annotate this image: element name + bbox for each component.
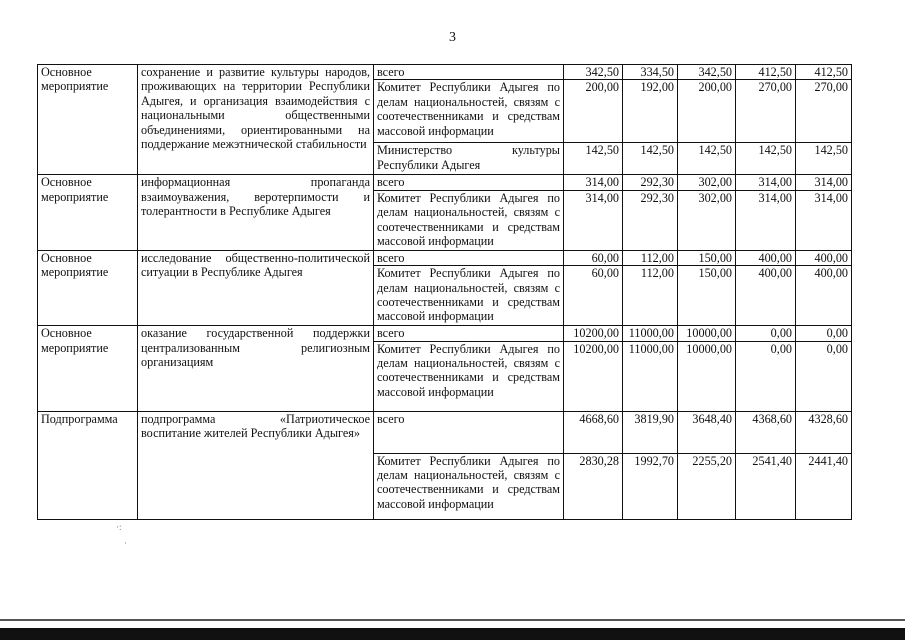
value-cell: 412,50 xyxy=(736,65,796,80)
value-cell: 150,00 xyxy=(678,266,736,326)
value-cell: 142,50 xyxy=(736,143,796,175)
value-cell: 400,00 xyxy=(736,266,796,326)
value-cell: 400,00 xyxy=(736,250,796,265)
value-cell: 200,00 xyxy=(564,80,623,143)
value-cell: 400,00 xyxy=(796,250,852,265)
executor-cell: Министерство культуры Республики Адыгея xyxy=(374,143,564,175)
value-cell: 270,00 xyxy=(736,80,796,143)
activity-type: Основное мероприятие xyxy=(38,250,138,325)
value-cell: 292,30 xyxy=(623,175,678,190)
executor-cell: Комитет Республики Адыгея по делам национальностей, связям с соотечественниками и средствам массовой информации xyxy=(374,453,564,519)
value-cell: 2830,28 xyxy=(564,453,623,519)
executor-cell: Комитет Республики Адыгея по делам национальностей, связям с соотечественниками и средствам массовой информации xyxy=(374,266,564,326)
value-cell: 314,00 xyxy=(736,175,796,190)
scan-border xyxy=(0,619,905,621)
value-cell: 292,30 xyxy=(623,190,678,250)
executor-cell: всего xyxy=(374,175,564,190)
value-cell: 0,00 xyxy=(796,341,852,411)
value-cell: 0,00 xyxy=(796,326,852,341)
value-cell: 142,50 xyxy=(678,143,736,175)
executor-cell: Комитет Республики Адыгея по делам национальностей, связям с соотечественниками и средствам массовой информации xyxy=(374,80,564,143)
value-cell: 314,00 xyxy=(796,175,852,190)
value-cell: 412,50 xyxy=(796,65,852,80)
value-cell: 302,00 xyxy=(678,190,736,250)
value-cell: 342,50 xyxy=(564,65,623,80)
value-cell: 10000,00 xyxy=(678,326,736,341)
value-cell: 4328,60 xyxy=(796,411,852,453)
value-cell: 314,00 xyxy=(736,190,796,250)
table-row xyxy=(38,411,852,453)
value-cell: 142,50 xyxy=(796,143,852,175)
value-cell: 3819,90 xyxy=(623,411,678,453)
value-cell: 0,00 xyxy=(736,341,796,411)
executor-cell: Комитет Республики Адыгея по делам национальностей, связям с соотечественниками и средствам массовой информации xyxy=(374,190,564,250)
value-cell: 60,00 xyxy=(564,250,623,265)
value-cell: 4668,60 xyxy=(564,411,623,453)
value-cell: 400,00 xyxy=(796,266,852,326)
value-cell: 2441,40 xyxy=(796,453,852,519)
value-cell: 11000,00 xyxy=(623,341,678,411)
scan-border xyxy=(0,628,905,640)
activity-type: Основное мероприятие xyxy=(38,175,138,250)
scan-speck: · xyxy=(124,538,127,548)
table-row xyxy=(38,65,852,80)
activity-type: Основное мероприятие xyxy=(38,326,138,411)
value-cell: 342,50 xyxy=(678,65,736,80)
value-cell: 302,00 xyxy=(678,175,736,190)
value-cell: 1992,70 xyxy=(623,453,678,519)
value-cell: 314,00 xyxy=(564,190,623,250)
value-cell: 200,00 xyxy=(678,80,736,143)
value-cell: 150,00 xyxy=(678,250,736,265)
table-row xyxy=(38,326,852,341)
value-cell: 270,00 xyxy=(796,80,852,143)
value-cell: 11000,00 xyxy=(623,326,678,341)
value-cell: 0,00 xyxy=(736,326,796,341)
activity-description: исследование общественно-политической ситуации в Республике Адыгея xyxy=(138,250,374,325)
executor-cell: всего xyxy=(374,65,564,80)
activity-description: информационная пропаганда взаимоуважения, веротерпимости и толерантности в Республике Адыгея xyxy=(138,175,374,250)
value-cell: 112,00 xyxy=(623,266,678,326)
executor-cell: всего xyxy=(374,250,564,265)
activity-description: оказание государственной поддержки централизованным религиозным организациям xyxy=(138,326,374,411)
value-cell: 334,50 xyxy=(623,65,678,80)
activity-type: Основное мероприятие xyxy=(38,65,138,175)
value-cell: 3648,40 xyxy=(678,411,736,453)
value-cell: 2541,40 xyxy=(736,453,796,519)
value-cell: 142,50 xyxy=(623,143,678,175)
executor-cell: всего xyxy=(374,411,564,453)
table-row xyxy=(38,175,852,190)
activity-description: сохранение и развитие культуры народов, проживающих на территории Республики Адыгея, и организация взаимодействия с национальными общественными объединениями, ориентированными на поддержание межэтнической стабильности xyxy=(138,65,374,175)
activity-type: Подпрограмма xyxy=(38,411,138,519)
table-row xyxy=(38,250,852,265)
executor-cell: всего xyxy=(374,326,564,341)
budget-table xyxy=(37,64,852,520)
activity-description: подпрограмма «Патриотическое воспитание жителей Республики Адыгея» xyxy=(138,411,374,519)
value-cell: 314,00 xyxy=(796,190,852,250)
executor-cell: Комитет Республики Адыгея по делам национальностей, связям с соотечественниками и средствам массовой информации xyxy=(374,341,564,411)
value-cell: 314,00 xyxy=(564,175,623,190)
value-cell: 142,50 xyxy=(564,143,623,175)
value-cell: 10000,00 xyxy=(678,341,736,411)
value-cell: 192,00 xyxy=(623,80,678,143)
value-cell: 2255,20 xyxy=(678,453,736,519)
scan-speck: ·: xyxy=(116,522,122,532)
value-cell: 112,00 xyxy=(623,250,678,265)
value-cell: 10200,00 xyxy=(564,326,623,341)
value-cell: 10200,00 xyxy=(564,341,623,411)
value-cell: 4368,60 xyxy=(736,411,796,453)
page-number: 3 xyxy=(449,30,456,45)
value-cell: 60,00 xyxy=(564,266,623,326)
